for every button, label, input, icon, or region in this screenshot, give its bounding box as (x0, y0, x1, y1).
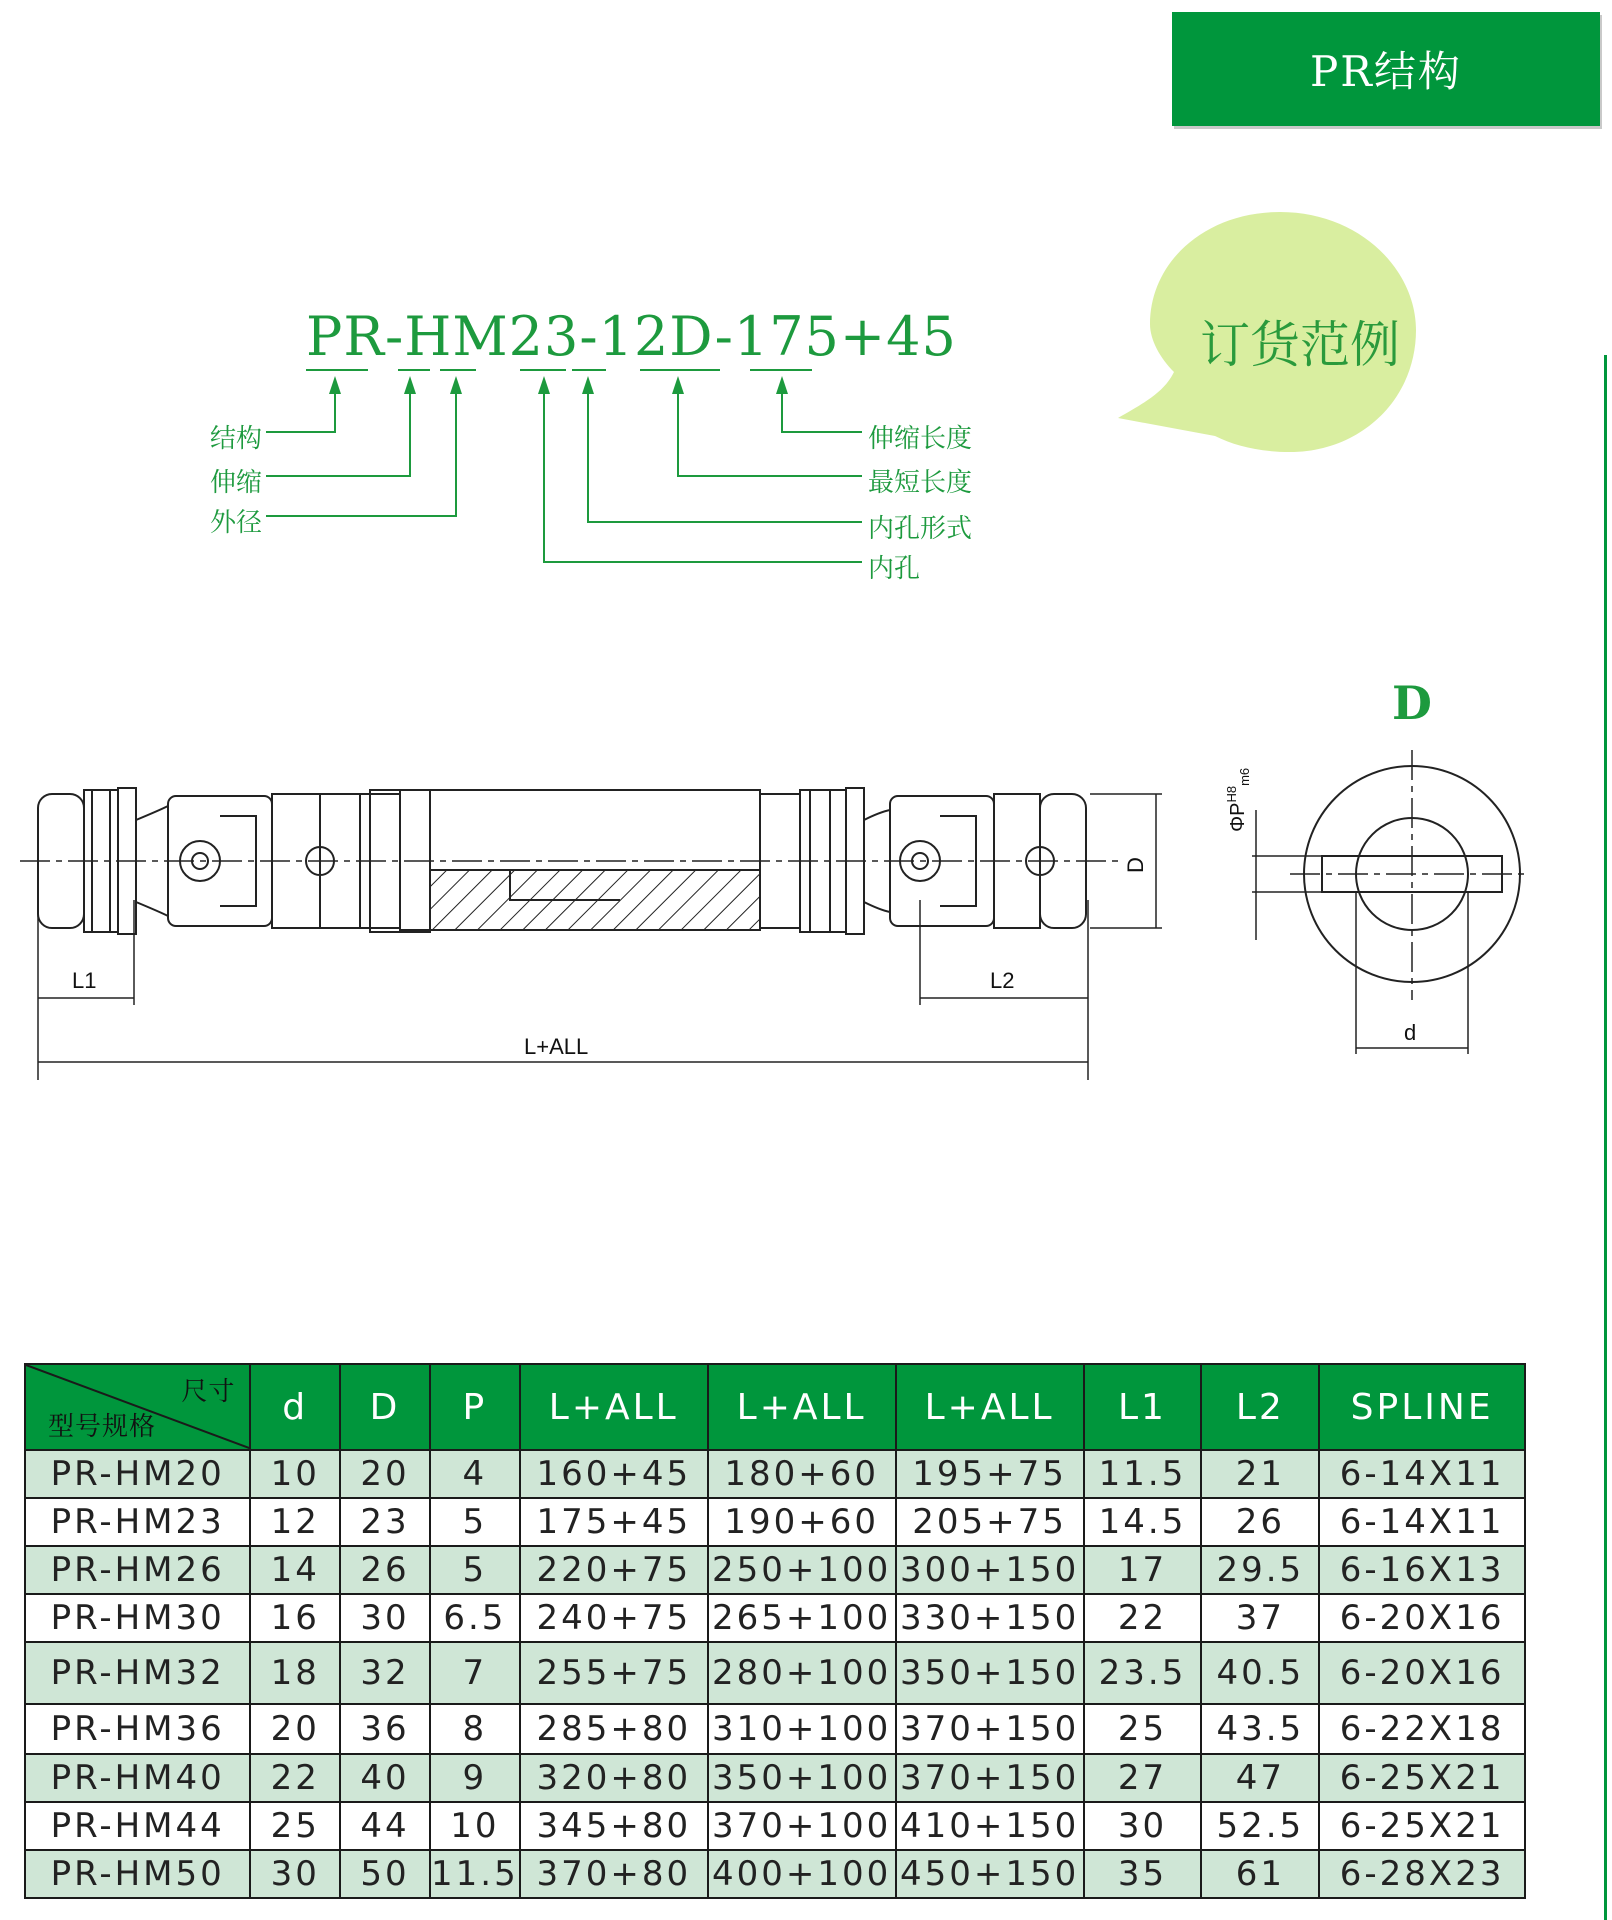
table-cell: PR-HM36 (25, 1704, 250, 1754)
table-cell: 265+100 (708, 1594, 896, 1642)
table-row (25, 1546, 1525, 1594)
table-cell: 17 (1084, 1546, 1202, 1594)
header-cell: L+ALL (520, 1364, 708, 1450)
table-cell: 22 (1084, 1594, 1202, 1642)
table-cell: 205+75 (896, 1498, 1084, 1546)
table-cell: 40.5 (1201, 1642, 1319, 1704)
header-corner-size: 尺寸 (181, 1377, 236, 1407)
table-cell: 10 (430, 1802, 520, 1850)
table-cell: 30 (250, 1850, 340, 1898)
table-cell: 285+80 (520, 1704, 708, 1754)
table-cell: 400+100 (708, 1850, 896, 1898)
table-cell: 52.5 (1201, 1802, 1319, 1850)
table-cell: 35 (1084, 1850, 1202, 1898)
table-cell: PR-HM32 (25, 1642, 250, 1704)
table-cell: 180+60 (708, 1450, 896, 1498)
header-cell: D (340, 1364, 430, 1450)
table-cell: 6-28X23 (1319, 1850, 1525, 1898)
header-cell: L+ALL (896, 1364, 1084, 1450)
table-cell: 21 (1201, 1450, 1319, 1498)
header-cell: d (250, 1364, 340, 1450)
table-cell: 8 (430, 1704, 520, 1754)
table-cell: 240+75 (520, 1594, 708, 1642)
table-cell: 190+60 (708, 1498, 896, 1546)
table-cell: 220+75 (520, 1546, 708, 1594)
table-row (25, 1754, 1525, 1802)
table-cell: 195+75 (896, 1450, 1084, 1498)
table-cell: 11.5 (1084, 1450, 1202, 1498)
table-cell: 26 (1201, 1498, 1319, 1546)
dim-label-L2: L2 (990, 968, 1015, 993)
header-cell: SPLINE (1319, 1364, 1525, 1450)
table-cell: 6-22X18 (1319, 1704, 1525, 1754)
header-corner (25, 1364, 250, 1450)
table-cell: 370+150 (896, 1704, 1084, 1754)
table-cell: 370+150 (896, 1754, 1084, 1802)
header-cell: L+ALL (708, 1364, 896, 1450)
table-row (25, 1802, 1525, 1850)
table-cell: 29.5 (1201, 1546, 1319, 1594)
callout-label-min-length: 最短长度 (868, 468, 973, 498)
table-cell: 61 (1201, 1850, 1319, 1898)
table-header-row (25, 1364, 1525, 1450)
table-cell: PR-HM26 (25, 1546, 250, 1594)
dim-label-L1: L1 (72, 968, 97, 993)
callout-label-outer-diameter: 外径 (210, 508, 263, 538)
table-cell: 14 (250, 1546, 340, 1594)
table-row (25, 1642, 1525, 1704)
table-cell: 450+150 (896, 1850, 1084, 1898)
table-row (25, 1498, 1525, 1546)
table-row (25, 1450, 1525, 1498)
table-cell: 11.5 (430, 1850, 520, 1898)
order-example-label: 订货范例 (1200, 316, 1400, 374)
callout-label-telescopic: 伸缩 (210, 468, 263, 498)
table-cell: 5 (430, 1498, 520, 1546)
table-cell: 250+100 (708, 1546, 896, 1594)
table-cell: 9 (430, 1754, 520, 1802)
header-cell: L2 (1201, 1364, 1319, 1450)
header-cell: P (430, 1364, 520, 1450)
table-cell: 350+100 (708, 1754, 896, 1802)
table-cell: 18 (250, 1642, 340, 1704)
order-code: PR-HM23-12D-175+45 (306, 305, 957, 368)
table-cell: 23.5 (1084, 1642, 1202, 1704)
spec-table (24, 1363, 1526, 1899)
table-cell: 37 (1201, 1594, 1319, 1642)
table-cell: 30 (340, 1594, 430, 1642)
callout-label-bore: 内孔 (868, 554, 921, 584)
table-cell: 320+80 (520, 1754, 708, 1802)
table-cell: 300+150 (896, 1546, 1084, 1594)
header-cell: L1 (1084, 1364, 1202, 1450)
table-cell: 44 (340, 1802, 430, 1850)
table-cell: 16 (250, 1594, 340, 1642)
table-cell: 36 (340, 1704, 430, 1754)
table-cell: PR-HM40 (25, 1754, 250, 1802)
table-cell: PR-HM44 (25, 1802, 250, 1850)
table-cell: 6-25X21 (1319, 1802, 1525, 1850)
end-view-title: D (1392, 676, 1432, 730)
table-cell: 25 (250, 1802, 340, 1850)
table-cell: 47 (1201, 1754, 1319, 1802)
order-code-callouts (0, 0, 1000, 600)
table-cell: 160+45 (520, 1450, 708, 1498)
table-cell: 6-25X21 (1319, 1754, 1525, 1802)
dim-label-total-length: L+ALL (524, 1034, 589, 1059)
shaft-technical-drawing (0, 660, 1612, 1080)
table-cell: PR-HM23 (25, 1498, 250, 1546)
callout-label-stroke-length: 伸缩长度 (868, 424, 973, 454)
table-cell: 6-20X16 (1319, 1642, 1525, 1704)
table-cell: 26 (340, 1546, 430, 1594)
table-cell: 310+100 (708, 1704, 896, 1754)
table-cell: 20 (250, 1704, 340, 1754)
table-cell: 22 (250, 1754, 340, 1802)
table-cell: 6-20X16 (1319, 1594, 1525, 1642)
table-row (25, 1850, 1525, 1898)
table-cell: 10 (250, 1450, 340, 1498)
table-cell: 370+100 (708, 1802, 896, 1850)
table-cell: 43.5 (1201, 1704, 1319, 1754)
table-cell: 6-14X11 (1319, 1450, 1525, 1498)
table-cell: 6-16X13 (1319, 1546, 1525, 1594)
table-cell: 330+150 (896, 1594, 1084, 1642)
table-cell: 6.5 (430, 1594, 520, 1642)
table-cell: 4 (430, 1450, 520, 1498)
table-cell: 7 (430, 1642, 520, 1704)
dim-label-P: $\Phi P^{H8}_{m6}$ (1224, 767, 1252, 832)
table-cell: PR-HM50 (25, 1850, 250, 1898)
dim-label-D: D (1122, 857, 1148, 873)
table-cell: 40 (340, 1754, 430, 1802)
table-cell: 370+80 (520, 1850, 708, 1898)
table-row (25, 1704, 1525, 1754)
table-cell: 350+150 (896, 1642, 1084, 1704)
table-cell: 6-14X11 (1319, 1498, 1525, 1546)
section-title-badge: PR结构 (1172, 12, 1600, 126)
table-cell: 50 (340, 1850, 430, 1898)
header-corner-model: 型号规格 (48, 1412, 157, 1442)
table-cell: PR-HM30 (25, 1594, 250, 1642)
table-cell: 280+100 (708, 1642, 896, 1704)
table-cell: 32 (340, 1642, 430, 1704)
table-cell: PR-HM20 (25, 1450, 250, 1498)
table-cell: 30 (1084, 1802, 1202, 1850)
table-cell: 255+75 (520, 1642, 708, 1704)
table-cell: 12 (250, 1498, 340, 1546)
right-edge-rule (1604, 355, 1607, 1920)
table-cell: 23 (340, 1498, 430, 1546)
table-cell: 5 (430, 1546, 520, 1594)
table-cell: 20 (340, 1450, 430, 1498)
dim-label-d: d (1404, 1020, 1417, 1045)
table-cell: 175+45 (520, 1498, 708, 1546)
table-cell: 25 (1084, 1704, 1202, 1754)
callout-label-bore-type: 内孔形式 (868, 514, 973, 544)
table-cell: 27 (1084, 1754, 1202, 1802)
table-cell: 14.5 (1084, 1498, 1202, 1546)
table-row (25, 1594, 1525, 1642)
callout-label-structure: 结构 (210, 424, 263, 454)
table-cell: 345+80 (520, 1802, 708, 1850)
table-cell: 410+150 (896, 1802, 1084, 1850)
